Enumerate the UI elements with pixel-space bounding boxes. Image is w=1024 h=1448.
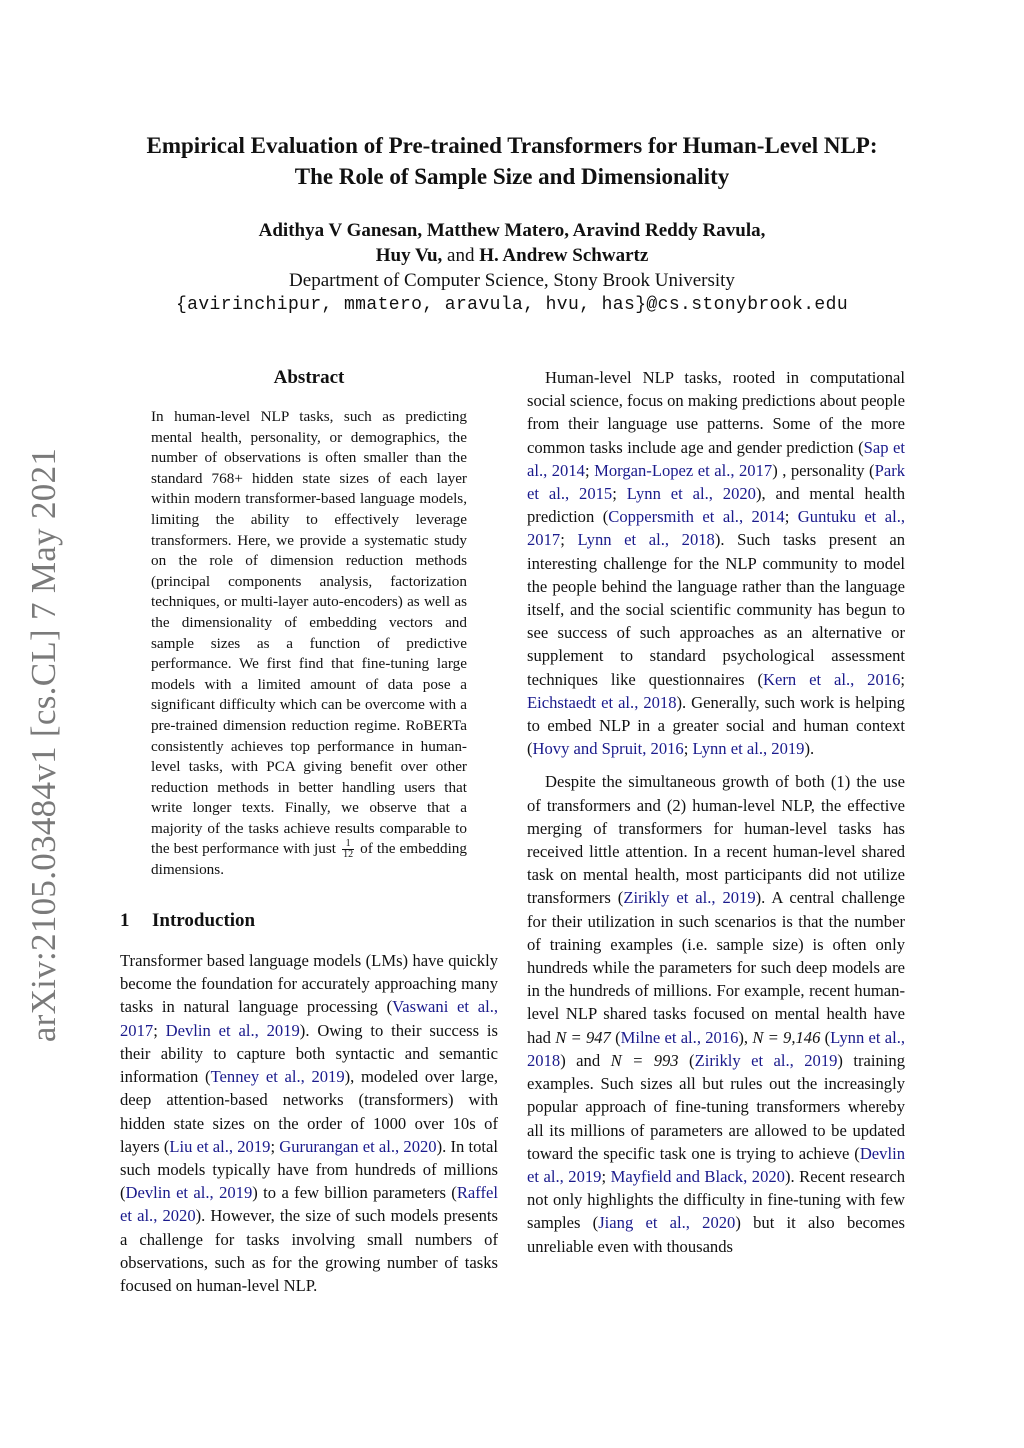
text-run: ). Recent research not only highlights the difficulty in fine-tuning with few samples ( — [527, 1166, 906, 1233]
and-word: and — [447, 245, 475, 266]
text-run: ; — [270, 1136, 280, 1156]
citation-link[interactable]: Zirikly et al., 2019 — [623, 888, 756, 908]
citation-link[interactable]: Mayfield and Black, 2020 — [610, 1166, 785, 1186]
citation-link[interactable]: Hovy and Spruit, 2016 — [532, 739, 684, 759]
text-run: ) , personality ( — [772, 460, 875, 480]
author-block — [100, 218, 924, 318]
intro-paragraph-2 — [527, 366, 905, 760]
affiliation: Department of Computer Science, Stony Brook University — [289, 270, 735, 291]
section-number: 1 — [120, 910, 130, 932]
citation-link[interactable]: Liu et al., 2019 — [169, 1136, 271, 1156]
authors-line-1: Adithya V Ganesan, Matthew Matero, Aravind Reddy Ravula, — [258, 220, 766, 241]
text-run: ). — [804, 739, 815, 759]
section-title: Introduction — [152, 910, 256, 932]
math-expression: N = 9,146 — [752, 1027, 821, 1047]
citation-link[interactable]: Devlin et al., 2019 — [527, 1143, 905, 1186]
text-run: ; — [601, 1166, 611, 1186]
citation-link[interactable]: Zirikly et al., 2019 — [694, 1050, 838, 1070]
intro-paragraph-3 — [527, 770, 905, 1257]
text-run: ; — [683, 739, 693, 759]
citation-link[interactable]: Devlin et al., 2019 — [165, 1020, 300, 1040]
citation-link[interactable]: Gururangan et al., 2020 — [279, 1136, 437, 1156]
email-addresses: {avirinchipur, mmatero, aravula, hvu, has}@cs.stonybrook.edu — [175, 295, 849, 315]
text-run: ), and mental health prediction ( — [527, 484, 906, 527]
text-run: Transformer based language models (LMs) have quickly become the foundation for accurately approaching many tasks in natural language processing ( — [120, 951, 498, 1017]
fraction-numerator: 1 — [342, 839, 354, 850]
right-column — [527, 366, 905, 1258]
citation-link[interactable]: Tenney et al., 2019 — [210, 1067, 345, 1087]
text-run: ; — [153, 1020, 166, 1040]
citation-link[interactable]: Vaswani et al., 2017 — [120, 997, 498, 1040]
arxiv-identifier: arXiv:2105.03484v1 [cs.CL] 7 May 2021 — [24, 447, 63, 1043]
text-run: ). In total such models typically have from hundreds of millions ( — [120, 1136, 498, 1203]
citation-link[interactable]: Park et al., 2015 — [527, 460, 906, 504]
citation-link[interactable]: Lynn et al., 2018 — [577, 530, 715, 550]
section-heading-introduction — [120, 909, 498, 933]
citation-link[interactable]: Lynn et al., 2019 — [692, 739, 805, 759]
text-run: ; — [900, 669, 905, 689]
text-run: Human-level NLP tasks, rooted in computational social science, focus on making predictions about people from their language use patterns. Some of the more common tasks include age and gender prediction ( — [527, 368, 905, 457]
citation-link[interactable]: Devlin et al., 2019 — [125, 1183, 253, 1203]
text-run: ( — [820, 1027, 831, 1047]
citation-link[interactable]: Jiang et al., 2020 — [598, 1213, 736, 1233]
citation-link[interactable]: Morgan-Lopez et al., 2017 — [594, 460, 773, 480]
text-run: ) but it also becomes unreliable even with thousands — [527, 1213, 905, 1256]
fraction-denominator: 12 — [343, 849, 354, 861]
abstract-heading: Abstract — [273, 367, 345, 388]
text-run: ; — [584, 460, 595, 480]
paper-title — [100, 130, 924, 192]
citation-link[interactable]: Sap et al., 2014 — [527, 437, 906, 480]
citation-link[interactable]: Guntuku et al., 2017 — [527, 507, 905, 550]
text-run: ( — [678, 1050, 695, 1070]
text-run: ; — [612, 484, 627, 504]
arxiv-sidebar-stamp — [22, 447, 66, 1043]
citation-link[interactable]: Milne et al., 2016 — [620, 1027, 739, 1047]
abstract-ending: of the embedding dimensions. — [151, 840, 467, 879]
text-run: ). Owing to their success is their ability to capture both syntactic and semantic information ( — [120, 1020, 499, 1087]
text-run: ). However, the size of such models presents a challenge for tasks involving small numbers of observations, such as for the growing number of tasks focused on human-level NLP. — [120, 1206, 498, 1295]
math-expression: N = 947 — [555, 1027, 611, 1047]
title-line-2: The Role of Sample Size and Dimensionality — [294, 164, 730, 189]
math-expression: N = 993 — [610, 1050, 679, 1070]
citation-link[interactable]: Raffel et al., 2020 — [120, 1183, 498, 1226]
author-schwartz: H. Andrew Schwartz — [479, 245, 649, 266]
text-run: ; — [784, 507, 798, 527]
text-run: ) to a few billion parameters ( — [252, 1183, 457, 1203]
citation-link[interactable]: Kern et al., 2016 — [763, 669, 901, 689]
author-huy-vu: Huy Vu, — [375, 245, 443, 266]
intro-paragraph-1 — [120, 949, 498, 1297]
citation-link[interactable]: Coppersmith et al., 2014 — [608, 507, 785, 527]
fraction-one-twelfth — [342, 839, 354, 860]
text-run: ), modeled over large, deep attention-based networks (transformers) with hidden state sizes on the order of 1000 over 10s of layers ( — [120, 1067, 498, 1156]
text-run: ). A central challenge for their utilization in such scenarios is that the number of training examples (i.e. sample size) is often only hundreds while the parameters for such deep models are in the hundreds of millions. For example, recent human-level NLP shared tasks focused on mental health have had — [527, 888, 905, 1047]
text-run: ) and — [560, 1050, 611, 1070]
left-column — [120, 366, 498, 1297]
text-run: Despite the simultaneous growth of both (1) the use of transformers and (2) human-level NLP, the effective merging of transformers for human-level tasks has received little attention. In a recent human-level shared task on mental health, most participants did not utilize transformers ( — [527, 772, 905, 908]
text-run: ). Generally, such work is helping to embed NLP in a greater social and human context ( — [527, 692, 905, 759]
citation-link[interactable]: Lynn et al., 2018 — [527, 1027, 905, 1070]
text-run: ; — [560, 530, 578, 550]
abstract-text — [151, 407, 467, 881]
citation-link[interactable]: Lynn et al., 2020 — [626, 484, 756, 504]
abstract-body: In human-level NLP tasks, such as predicting mental health, personality, or demographics, the number of observations is often smaller than the standard 768+ hidden state sizes of each layer within modern transformer-based language models, limiting the ability to effectively leverage transformers. Here, we provide a systematic study on the role of dimension reduction methods (principal components analysis, factorization techniques, or multi-layer auto-encoders) as well as the dimensionality of embedding vectors and sample sizes as a function of predictive performance. We first find that fine-tuning large models with a limited amount of data pose a significant difficulty which can be overcome with a pre-trained dimension reduction regime. RoBERTa consistently achieves top performance in human-level tasks, with PCA giving benefit over other reduction methods in better handling users that write longer texts. Finally, we observe that a majority of the tasks achieve results comparable to the best performance with just — [151, 408, 467, 858]
text-run: ) training examples. Such sizes all but rules out the increasingly popular approach of fine-tuning transformers whereby all its millions of parameters are allowed to be updated toward the specific task one is trying to achieve ( — [527, 1050, 905, 1163]
text-run: ), — [738, 1027, 753, 1047]
title-line-1: Empirical Evaluation of Pre-trained Transformers for Human-Level NLP: — [146, 133, 878, 158]
citation-link[interactable]: Eichstaedt et al., 2018 — [527, 692, 677, 712]
text-run: ( — [610, 1027, 621, 1047]
text-run: ). Such tasks present an interesting challenge for the NLP community to model the people behind the language rather than the language itself, and the social scientific community has begun to see success of such approaches as an alternative or supplement to standard psychological assessment techniques like questionnaires ( — [527, 530, 905, 689]
